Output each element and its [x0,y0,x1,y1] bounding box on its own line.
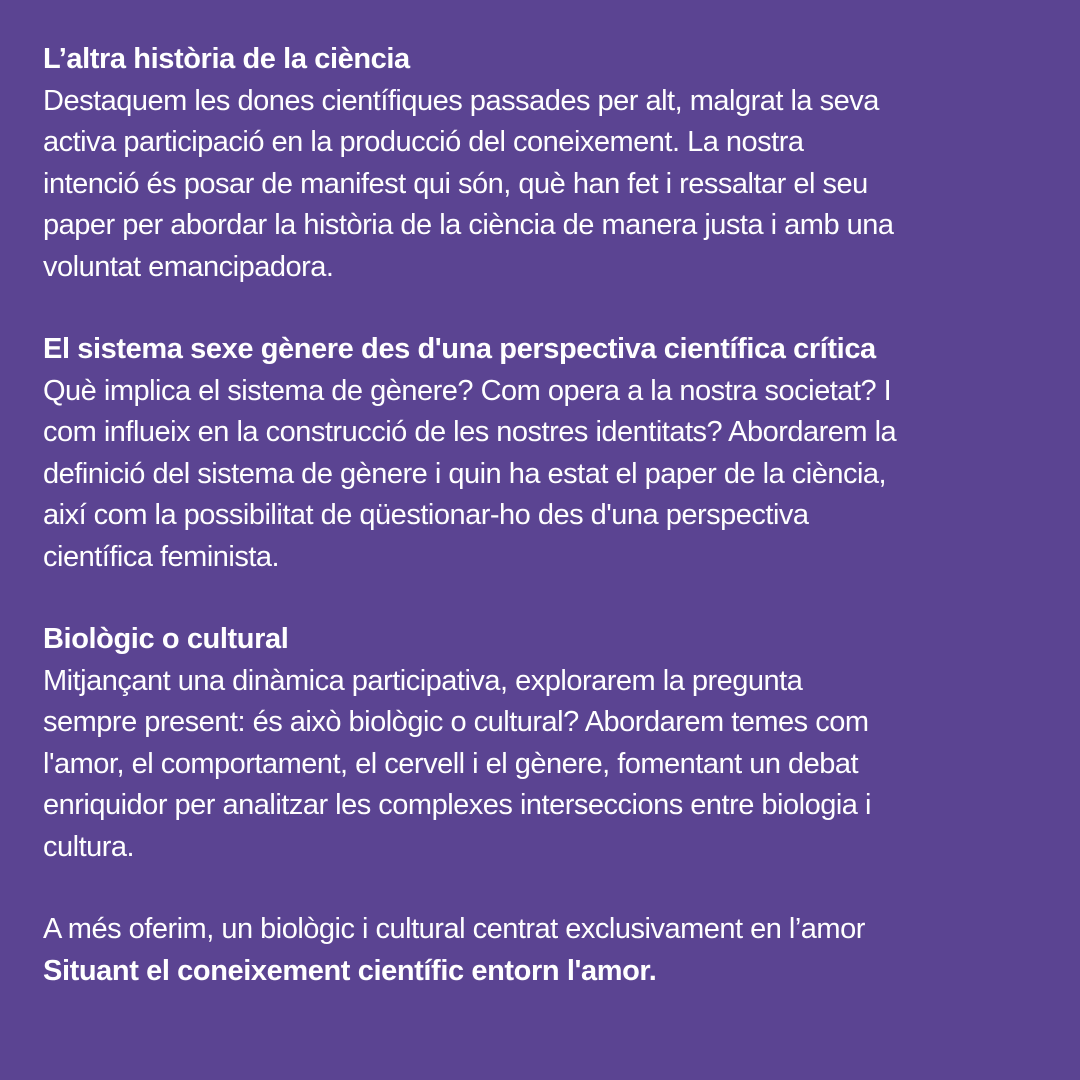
body-line: Destaquem les dones científiques passades per alt, malgrat la seva [43,84,879,117]
closing-text [43,909,1040,951]
body-line: paper per abordar la història de la ciència de manera justa i amb una [43,209,894,241]
body-line: científica feminista. [43,540,280,573]
body-line: intenció és posar de manifest qui són, què han fet i ressaltar el seu [43,167,868,200]
section-biologic-cultural [43,619,1040,868]
body-line: l'amor, el comportament, el cervell i el gènere, fomentant un debat [43,747,859,780]
section-title: El sistema sexe gènere des d'una perspectiva científica crítica [43,333,876,365]
section-title: L’altra història de la ciència [43,43,410,75]
section-altra-historia [43,39,1040,288]
body-line: enriquidor per analitzar les complexes interseccions entre biologia i [43,789,871,821]
closing-section [43,909,1040,992]
section-body [43,81,1040,289]
body-line: així com la possibilitat de qüestionar-ho des d'una perspectiva [43,499,809,531]
section-sistema-sexe-genere [43,329,1040,578]
section-body [43,661,1040,869]
closing-line: A més oferim, un biològic i cultural centrat exclusivament en l’amor [43,913,865,945]
body-line: definició del sistema de gènere i quin ha estat el paper de la ciència, [43,457,887,490]
body-line: sempre present: és això biològic o cultural? Abordarem temes com [43,706,869,738]
body-line: activa participació en la producció del coneixement. La nostra [43,126,804,158]
body-line: Mitjançant una dinàmica participativa, explorarem la pregunta [43,664,803,697]
section-title: Biològic o cultural [43,623,289,655]
body-line: Què implica el sistema de gènere? Com opera a la nostra societat? I [43,374,892,407]
closing-emphasis-line: Situant el coneixement científic entorn l'amor. [43,954,657,987]
body-line: voluntat emancipadora. [43,250,334,283]
section-body [43,371,1040,579]
body-line: cultura. [43,830,135,863]
body-line: com influeix en la construcció de les nostres identitats? Abordarem la [43,416,897,448]
closing-emphasis [43,951,1040,993]
